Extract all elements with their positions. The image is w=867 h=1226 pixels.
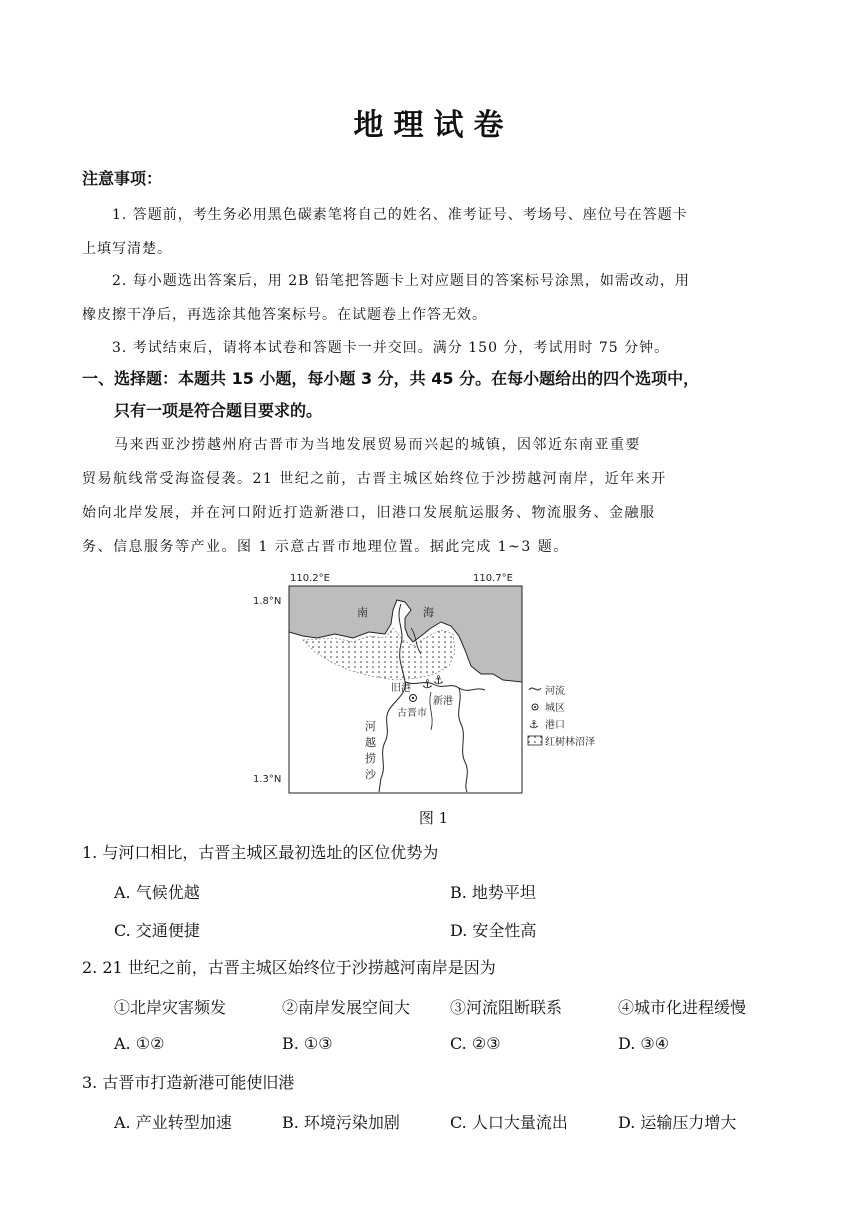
- question-2-choice-4: ④城市化进程缓慢: [618, 998, 747, 1017]
- notice-item-1-line-1: 1. 答题前，考生务必用黑色碳素笔将自己的姓名、准考证号、考场号、座位号在答题卡: [112, 207, 688, 223]
- page-title: 地理试卷: [353, 108, 514, 143]
- new-port-label: 新港: [433, 696, 453, 707]
- notice-item-3: 3. 考试结束后，请将本试卷和答题卡一并交回。满分 150 分，考试用时 75 分钟。: [112, 340, 670, 356]
- passage-line-1: 马来西亚沙捞越州府古晋市为当地发展贸易而兴起的城镇，因邻近东南亚重要: [114, 437, 641, 453]
- legend-mangrove-icon: [528, 736, 542, 745]
- notice-heading: 注意事项：: [82, 169, 163, 188]
- passage-line-3: 始向北岸发展，并在河口附近打造新港口，旧港口发展航运服务、物流服务、金融服: [82, 505, 656, 521]
- new-port-icon: ⚓: [433, 673, 444, 687]
- legend-river-icon: [529, 688, 541, 690]
- river-name-char-2: 越: [365, 736, 376, 749]
- question-2-option-c[interactable]: C. ②③: [450, 1034, 501, 1053]
- question-1-option-d[interactable]: D. 安全性高: [450, 921, 537, 940]
- river-name-char-3: 捞: [365, 752, 376, 765]
- question-1-stem: 1. 与河口相比，古晋主城区最初选址的区位优势为: [82, 843, 439, 862]
- river-name-char-1: 河: [365, 720, 376, 733]
- lon-label-right: 110.7°E: [473, 573, 513, 584]
- question-3-option-d[interactable]: D. 运输压力增大: [618, 1113, 737, 1132]
- question-2-choice-1: ①北岸灾害频发: [114, 998, 227, 1017]
- city-label: 古晋市: [397, 708, 427, 719]
- question-3-stem: 3. 古晋市打造新港可能使旧港: [82, 1073, 295, 1092]
- question-3-option-a[interactable]: A. 产业转型加速: [114, 1113, 232, 1132]
- section-1-heading: 一、选择题：本题共 15 小题，每小题 3 分，共 45 分。在每小题给出的四个选项中，: [82, 369, 700, 388]
- legend-mangrove: 红树林沼泽: [545, 737, 595, 748]
- section-1-subheading: 只有一项是符合题目要求的。: [114, 401, 323, 420]
- notice-item-1-line-2: 上填写清楚。: [82, 241, 172, 257]
- legend-river: 河流: [545, 686, 565, 697]
- sea-label-2: 海: [423, 606, 434, 619]
- old-port-icon: ⚓: [422, 677, 433, 691]
- question-2-stem: 2. 21 世纪之前，古晋主城区始终位于沙捞越河南岸是因为: [82, 958, 496, 977]
- question-1-option-a[interactable]: A. 气候优越: [114, 883, 200, 902]
- legend-city: 城区: [545, 703, 565, 714]
- question-3-option-c[interactable]: C. 人口大量流出: [450, 1113, 568, 1132]
- lon-label-left: 110.2°E: [290, 573, 330, 584]
- question-2-option-b[interactable]: B. ①③: [282, 1034, 333, 1053]
- river-name-char-4: 沙: [365, 768, 376, 781]
- question-2-choice-2: ②南岸发展空间大: [282, 998, 411, 1017]
- passage-line-2: 贸易航线常受海盗侵袭。21 世纪之前，古晋主城区始终位于沙捞越河南岸，近年来开: [82, 471, 667, 487]
- question-3-option-b[interactable]: B. 环境污染加剧: [282, 1113, 400, 1132]
- question-2-choice-3: ③河流阻断联系: [450, 998, 563, 1017]
- figure-caption: 图 1: [418, 809, 449, 827]
- passage-line-4: 务、信息服务等产业。图 1 示意古晋市地理位置。据此完成 1~3 题。: [82, 539, 569, 555]
- question-2-option-a[interactable]: A. ①②: [114, 1034, 165, 1053]
- old-port-label: 旧港: [391, 683, 411, 694]
- question-2-option-d[interactable]: D. ③④: [618, 1034, 670, 1053]
- lat-label-bottom: 1.3°N: [253, 774, 282, 785]
- question-1-option-b[interactable]: B. 地势平坦: [450, 883, 536, 902]
- notice-item-2-line-2: 橡皮擦干净后，再选涂其他答案标号。在试题卷上作答无效。: [82, 307, 487, 323]
- notice-item-2-line-1: 2. 每小题选出答案后，用 2B 铅笔把答题卡上对应题目的答案标号涂黑，如需改动，用: [112, 273, 690, 289]
- legend-port: 港口: [545, 720, 565, 731]
- legend-port-icon: ⚓: [529, 718, 539, 731]
- sea-label-1: 南: [357, 606, 368, 619]
- kuching-location-map: [245, 570, 635, 800]
- question-1-option-c[interactable]: C. 交通便捷: [114, 921, 200, 940]
- lat-label-top: 1.8°N: [253, 596, 282, 607]
